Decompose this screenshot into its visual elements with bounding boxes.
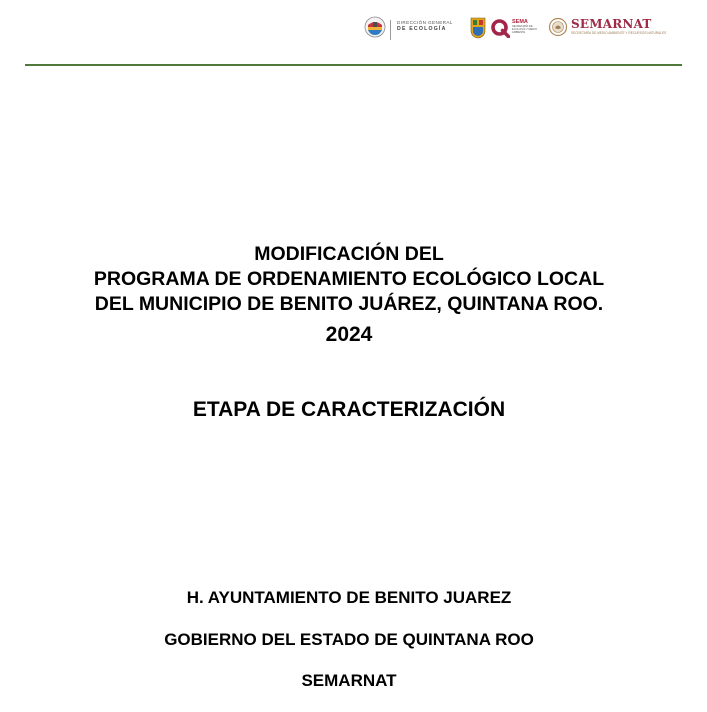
semarnat-subtitle: SECRETARÍA DE MEDIO AMBIENTE Y RECURSOS NATURALES bbox=[571, 31, 667, 35]
header-logos bbox=[360, 12, 667, 46]
ecologia-line1: DIRECCIÓN GENERAL bbox=[397, 20, 453, 25]
title-line-1: MODIFICACIÓN DEL bbox=[254, 243, 444, 265]
title-year: 2024 bbox=[325, 323, 373, 346]
sema-logo bbox=[512, 19, 540, 37]
entity-semarnat: SEMARNAT bbox=[301, 671, 397, 690]
quintana-roo-shield-icon bbox=[470, 17, 486, 39]
entity-ayuntamiento: H. AYUNTAMIENTO DE BENITO JUAREZ bbox=[186, 588, 512, 607]
document-title bbox=[0, 242, 698, 350]
title-line-3: DEL MUNICIPIO DE BENITO JUÁREZ, QUINTANA ROO. bbox=[94, 293, 604, 315]
title-line-2: PROGRAMA DE ORDENAMIENTO ECOLÓGICO LOCAL bbox=[93, 268, 605, 290]
ecologia-line2: DE ECOLOGÍA bbox=[397, 26, 447, 32]
stage-heading: ETAPA DE CARACTERIZACIÓN bbox=[192, 398, 506, 421]
header-rule bbox=[25, 64, 682, 66]
sema-title: SEMA bbox=[512, 19, 528, 25]
cancun-seal-icon bbox=[364, 16, 386, 38]
semarnat-logo bbox=[571, 17, 667, 35]
sema-subtitle: SECRETARÍA DE ECOLOGÍA Y MEDIO AMBIENTE bbox=[512, 25, 537, 34]
entity-gobierno-estado: GOBIERNO DEL ESTADO DE QUINTANA ROO bbox=[164, 630, 534, 649]
semarnat-title: SEMARNAT bbox=[571, 17, 652, 31]
ecologia-logo bbox=[390, 20, 453, 40]
semarnat-emblem-icon bbox=[548, 17, 568, 37]
q-logo-icon bbox=[490, 18, 510, 38]
